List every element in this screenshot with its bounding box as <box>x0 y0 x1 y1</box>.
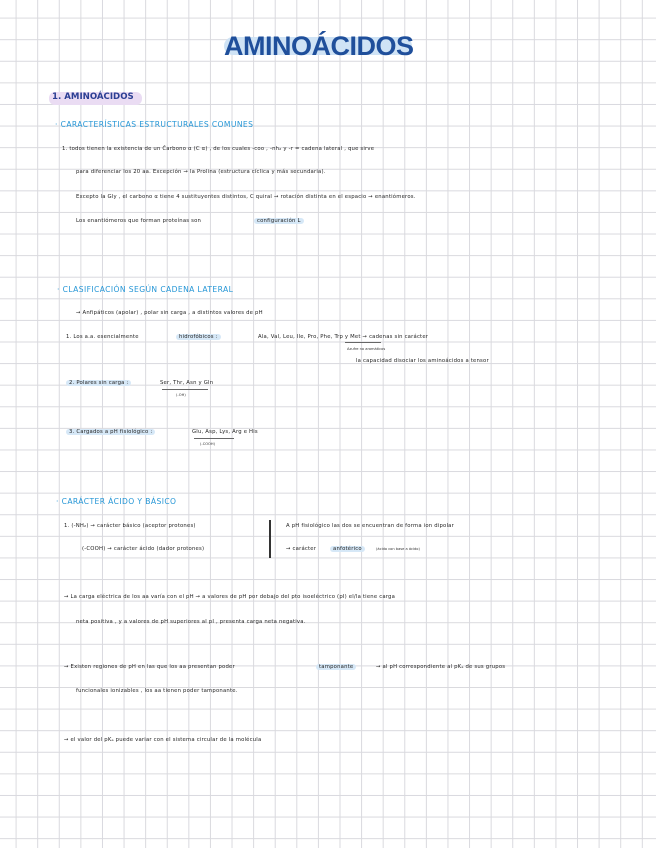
note-line: Glu, Asp, Lys, Arg e His <box>192 429 258 435</box>
subsection-heading-structural: · CARACTERÍSTICAS ESTRUCTURALES COMUNES <box>55 120 254 129</box>
note-line: la capacidad disociar los aminoácidos a tensor <box>356 358 489 364</box>
note-line: 1. (-NH₂) → carácter básico (aceptor protones) <box>64 523 196 529</box>
brace-note: Azufre no aromáticos <box>347 347 386 351</box>
note-line: → La carga eléctrica de los aa varía con el pH → a valores de pH por debajo del pto isoeléctrico (pI) el/la tiene carga <box>64 594 396 600</box>
page-title: AMINOÁCIDOS <box>224 31 414 61</box>
subsection-heading-classification: · CLASIFICACIÓN SEGÚN CADENA LATERAL <box>57 285 234 294</box>
note-line: para diferenciar los 20 aa. Excepción → la Prolina (estructura cíclica y más secundaria). <box>76 169 326 175</box>
section-heading: 1. AMINOÁCIDOS <box>52 92 134 102</box>
highlight-term: hidrofóbicos : <box>176 334 221 340</box>
note-line: Los enantiómeros que forman proteínas son <box>76 218 202 224</box>
underbrace <box>345 342 381 343</box>
note-line: funcionales ionizables , los aa tienen poder tamponante. <box>76 688 238 694</box>
note-line: A pH fisiológico las dos se encuentran de forma ion dipolar <box>286 523 454 529</box>
note-line: → Anfipáticos (apolar) , polar sin carga , a distintos valores de pH <box>76 310 263 316</box>
note-line: → al pH correspondiente al pKₐ de sus grupos <box>376 664 506 670</box>
underbrace <box>194 438 234 439</box>
note-line: neta positiva , y a valores de pH superiores al pI , presenta carga neta negativa. <box>76 619 306 625</box>
note-line: → Existen regiones de pH en las que los aa presentan poder <box>64 664 235 670</box>
title-block <box>224 31 414 61</box>
highlight-term: configuración L <box>254 218 304 224</box>
column-divider <box>269 520 271 558</box>
side-note: (ácido con base a ácido) <box>376 547 420 551</box>
note-line: 2. Polares sin carga : <box>66 380 131 386</box>
note-line: → carácter <box>286 546 317 552</box>
note-line: Ser, Thr, Asn y Gln <box>160 380 214 386</box>
subsection-heading-acid-base: · CARÁCTER ÁCIDO Y BÁSICO <box>56 497 177 506</box>
note-line: 3. Cargados a pH fisiológico : <box>66 429 155 435</box>
note-line: (-COOH) → carácter ácido (dador protones) <box>82 546 205 552</box>
underbrace <box>162 389 208 390</box>
highlight-term: anfotérico <box>330 546 365 552</box>
brace-note: (-COOH) <box>200 442 215 446</box>
brace-note: (-OH) <box>176 393 186 397</box>
note-line: Excepto la Gly , el carbono α tiene 4 sustituyentes distintos, C quiral → rotación distinta en el espacio → enantiómeros. <box>76 194 416 200</box>
note-line: Ala, Val, Leu, Ile, Pro, Phe, Trp y Met → cadenas sin carácter <box>258 334 429 340</box>
highlight-term: tamponante <box>316 664 356 670</box>
note-line: → el valor del pKₐ puede variar con el sistema circular de la molécula <box>64 737 262 743</box>
note-line: 1. Los a.a. esencialmente <box>66 334 139 340</box>
note-line: 1. todos tienen la existencia de un Ĉarbono α (C α) , de los cuales -coo , -nh₂ y -r = cadena lateral , que sirve <box>62 146 375 152</box>
